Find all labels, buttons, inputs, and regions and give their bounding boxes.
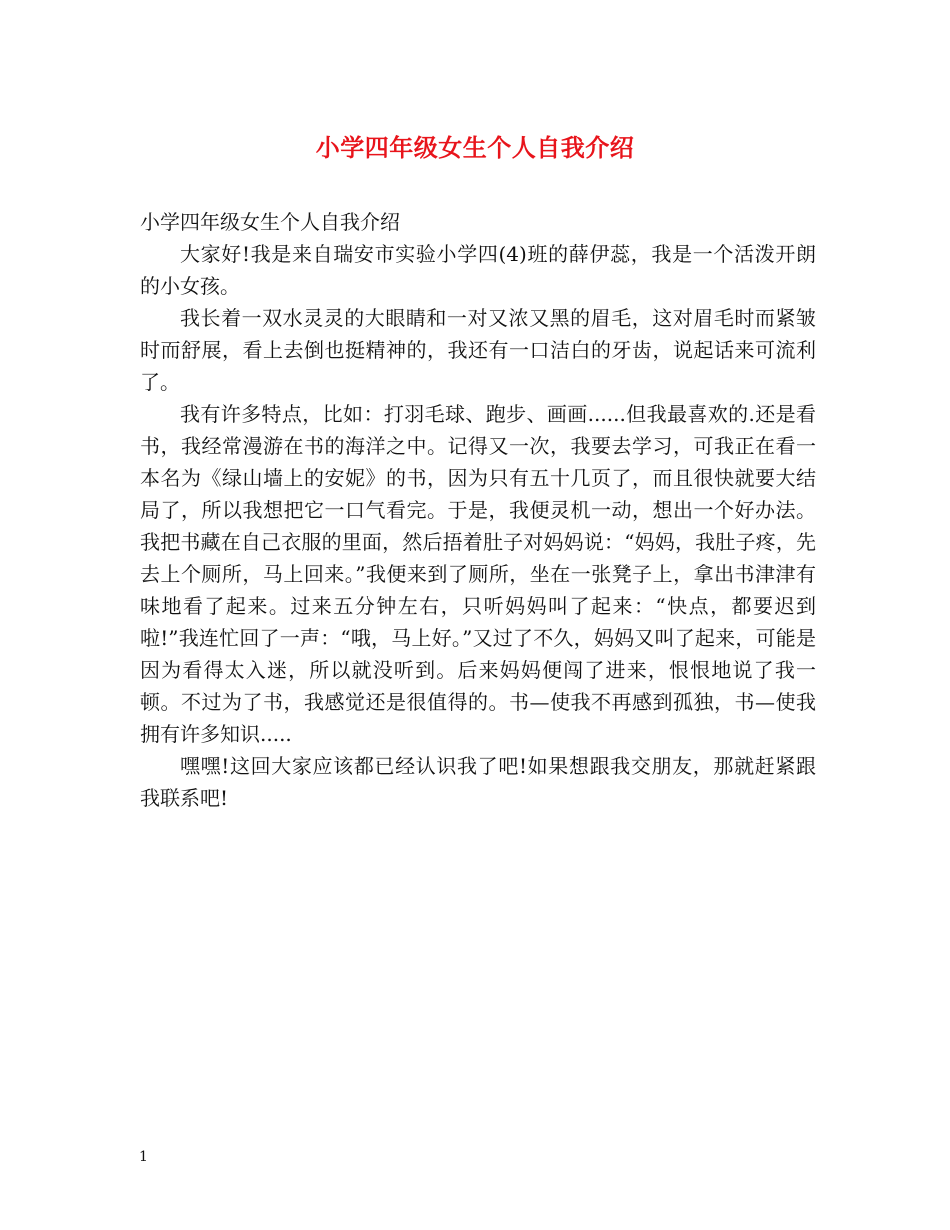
paragraph-4: 嘿嘿!这回大家应该都已经认识我了吧!如果想跟我交朋友，那就赶紧跟我联系吧! xyxy=(140,754,816,810)
paragraph-3: 我有许多特点，比如：打羽毛球、跑步、画画......但我最喜欢的.还是看书，我经常漫游在书的海洋之中。记得又一次，我要去学习，可我正在看一本名为《绿山墙上的安妮》的书，因为只有五十几页了，而且很快就要大结局了，所以我想把它一口气看完。于是，我便灵机一动，想出一个好办法。我把书藏在自己衣服的里面，然后捂着肚子对妈妈说：“妈妈，我肚子疼，先去上个厕所，马上回来。”我便来到了厕所，坐在一张凳子上，拿出书津津有味地看了起来。过来五分钟左右，只听妈妈叫了起来：“快点，都要迟到啦!”我连忙回了一声：“哦，马上好。”又过了不久，妈妈又叫了起来，可能是因为看得太入迷，所以就没听到。后来妈妈便闯了进来，恨恨地说了我一顿。不过为了书，我感觉还是很值得的。书—使我不再感到孤独，书—使我拥有许多知识..... xyxy=(140,402,816,746)
paragraph-2: 我长着一双水灵灵的大眼睛和一对又浓又黑的眉毛，这对眉毛时而紧皱时而舒展，看上去倒也挺精神的，我还有一口洁白的牙齿，说起话来可流利了。 xyxy=(140,306,816,394)
paragraph-1: 大家好!我是来自瑞安市实验小学四(4)班的薛伊蕊，我是一个活泼开朗的小女孩。 xyxy=(140,242,816,298)
document-subtitle: 小学四年级女生个人自我介绍 xyxy=(140,210,400,234)
document-body xyxy=(140,206,816,814)
page-number: 1 xyxy=(139,1149,148,1165)
document-title: 小学四年级女生个人自我介绍 xyxy=(315,133,635,162)
